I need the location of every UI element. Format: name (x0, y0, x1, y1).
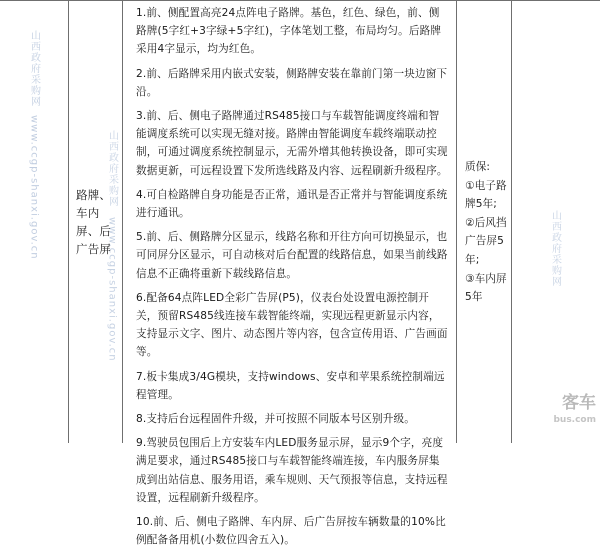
requirements-cell (124, 0, 456, 547)
watermark-url: www.ccgp-shanxi.gov.cn (28, 115, 40, 260)
requirement-item: 6.配备64点阵LED全彩广告屏(P5)，仪表台处设置电源控制开关，预留RS485线连接车载智能终端，实现远程更新显示内容，支持显示文字、图片、动态图片等内容，包含宣传用语、广告画面等。 (136, 291, 448, 359)
requirement-item: 10.前、后、侧电子路牌、车内屏、后广告屏按车辆数量的10%比例配备备用机(小数位四舍五入)。 (136, 516, 446, 547)
requirement-item: 7.板卡集成3/4G模块，支持windows、安卓和苹果系统控制端远程管理。 (136, 370, 445, 401)
watermark-right (530, 210, 580, 330)
requirement-item: 3.前、后、侧电子路牌通过RS485接口与车载智能调度终端和智能调度系统可以实现无缝对接。路牌由智能调度车载终端联动控制，可通过调度系统控制显示，无需外增其他转换设备，即可实现数据更新，可远程设置下发所选线路及内容、远程刷新升级程序。 (136, 110, 448, 177)
column-divider (511, 0, 512, 443)
watermark-left (22, 30, 46, 420)
requirement-item: 5.前、后、侧路牌分区显示，线路名称和开往方向可切换显示，也可同屏分区显示，可自动核对后台配置的线路信息，如果当前线路信息不正确将重新下载线路信息。 (136, 231, 448, 280)
column-divider (122, 0, 123, 443)
logo-mark: 客车 (562, 393, 596, 413)
requirement-item: 4.可自检路牌自身功能是否正常，通讯是否正常并与智能调度系统进行通讯。 (136, 188, 448, 220)
warranty-label: 质保: (465, 161, 491, 173)
item-name: 路牌、车内屏、后广告屏 (76, 187, 112, 256)
watermark-text: 山西政府采购网 (28, 30, 40, 107)
warranty-item: ①电子路牌5年; (465, 179, 507, 211)
warranty-item: ③车内屏5年 (465, 272, 507, 304)
watermark-text: 山西政府采购网 (106, 130, 118, 207)
column-divider (68, 0, 69, 443)
requirement-item: 9.驾驶员包围后上方安装车内LED服务显示屏，显示9个字，亮度满足要求，通过RS485接口与车载智能终端连接，车内服务屏集成到出站信息、服务用语，乘车规则、天气预报等信息，支持远程设置，远程刷新升级程序。 (136, 437, 448, 504)
watermark-middle (102, 130, 122, 380)
column-divider (456, 0, 457, 443)
watermark-text: 山西政府采购网 (549, 210, 561, 287)
requirement-item: 8.支持后台远程固件升级，并可按照不同版本号区别升级。 (136, 413, 415, 426)
requirement-item: 2.前、后路牌采用内嵌式安装，侧路牌安装在靠前门第一块边窗下沿。 (136, 67, 448, 98)
logo-sub: bus.com (553, 415, 596, 425)
warranty-cell (458, 0, 511, 443)
index-cell (0, 0, 68, 443)
watermark-url: www.ccgp-shanxi.gov.cn (106, 217, 118, 362)
site-logo (520, 392, 596, 438)
requirement-item: 1.前、侧配置高亮24点阵电子路牌。基色，红色、绿色，前、侧路牌(5字红+3字绿+5字红)，字体笔划工整，布局均匀。后路牌采用4字显示，均为红色。 (136, 7, 442, 56)
warranty-item: ②后风挡广告屏5年; (465, 216, 507, 266)
